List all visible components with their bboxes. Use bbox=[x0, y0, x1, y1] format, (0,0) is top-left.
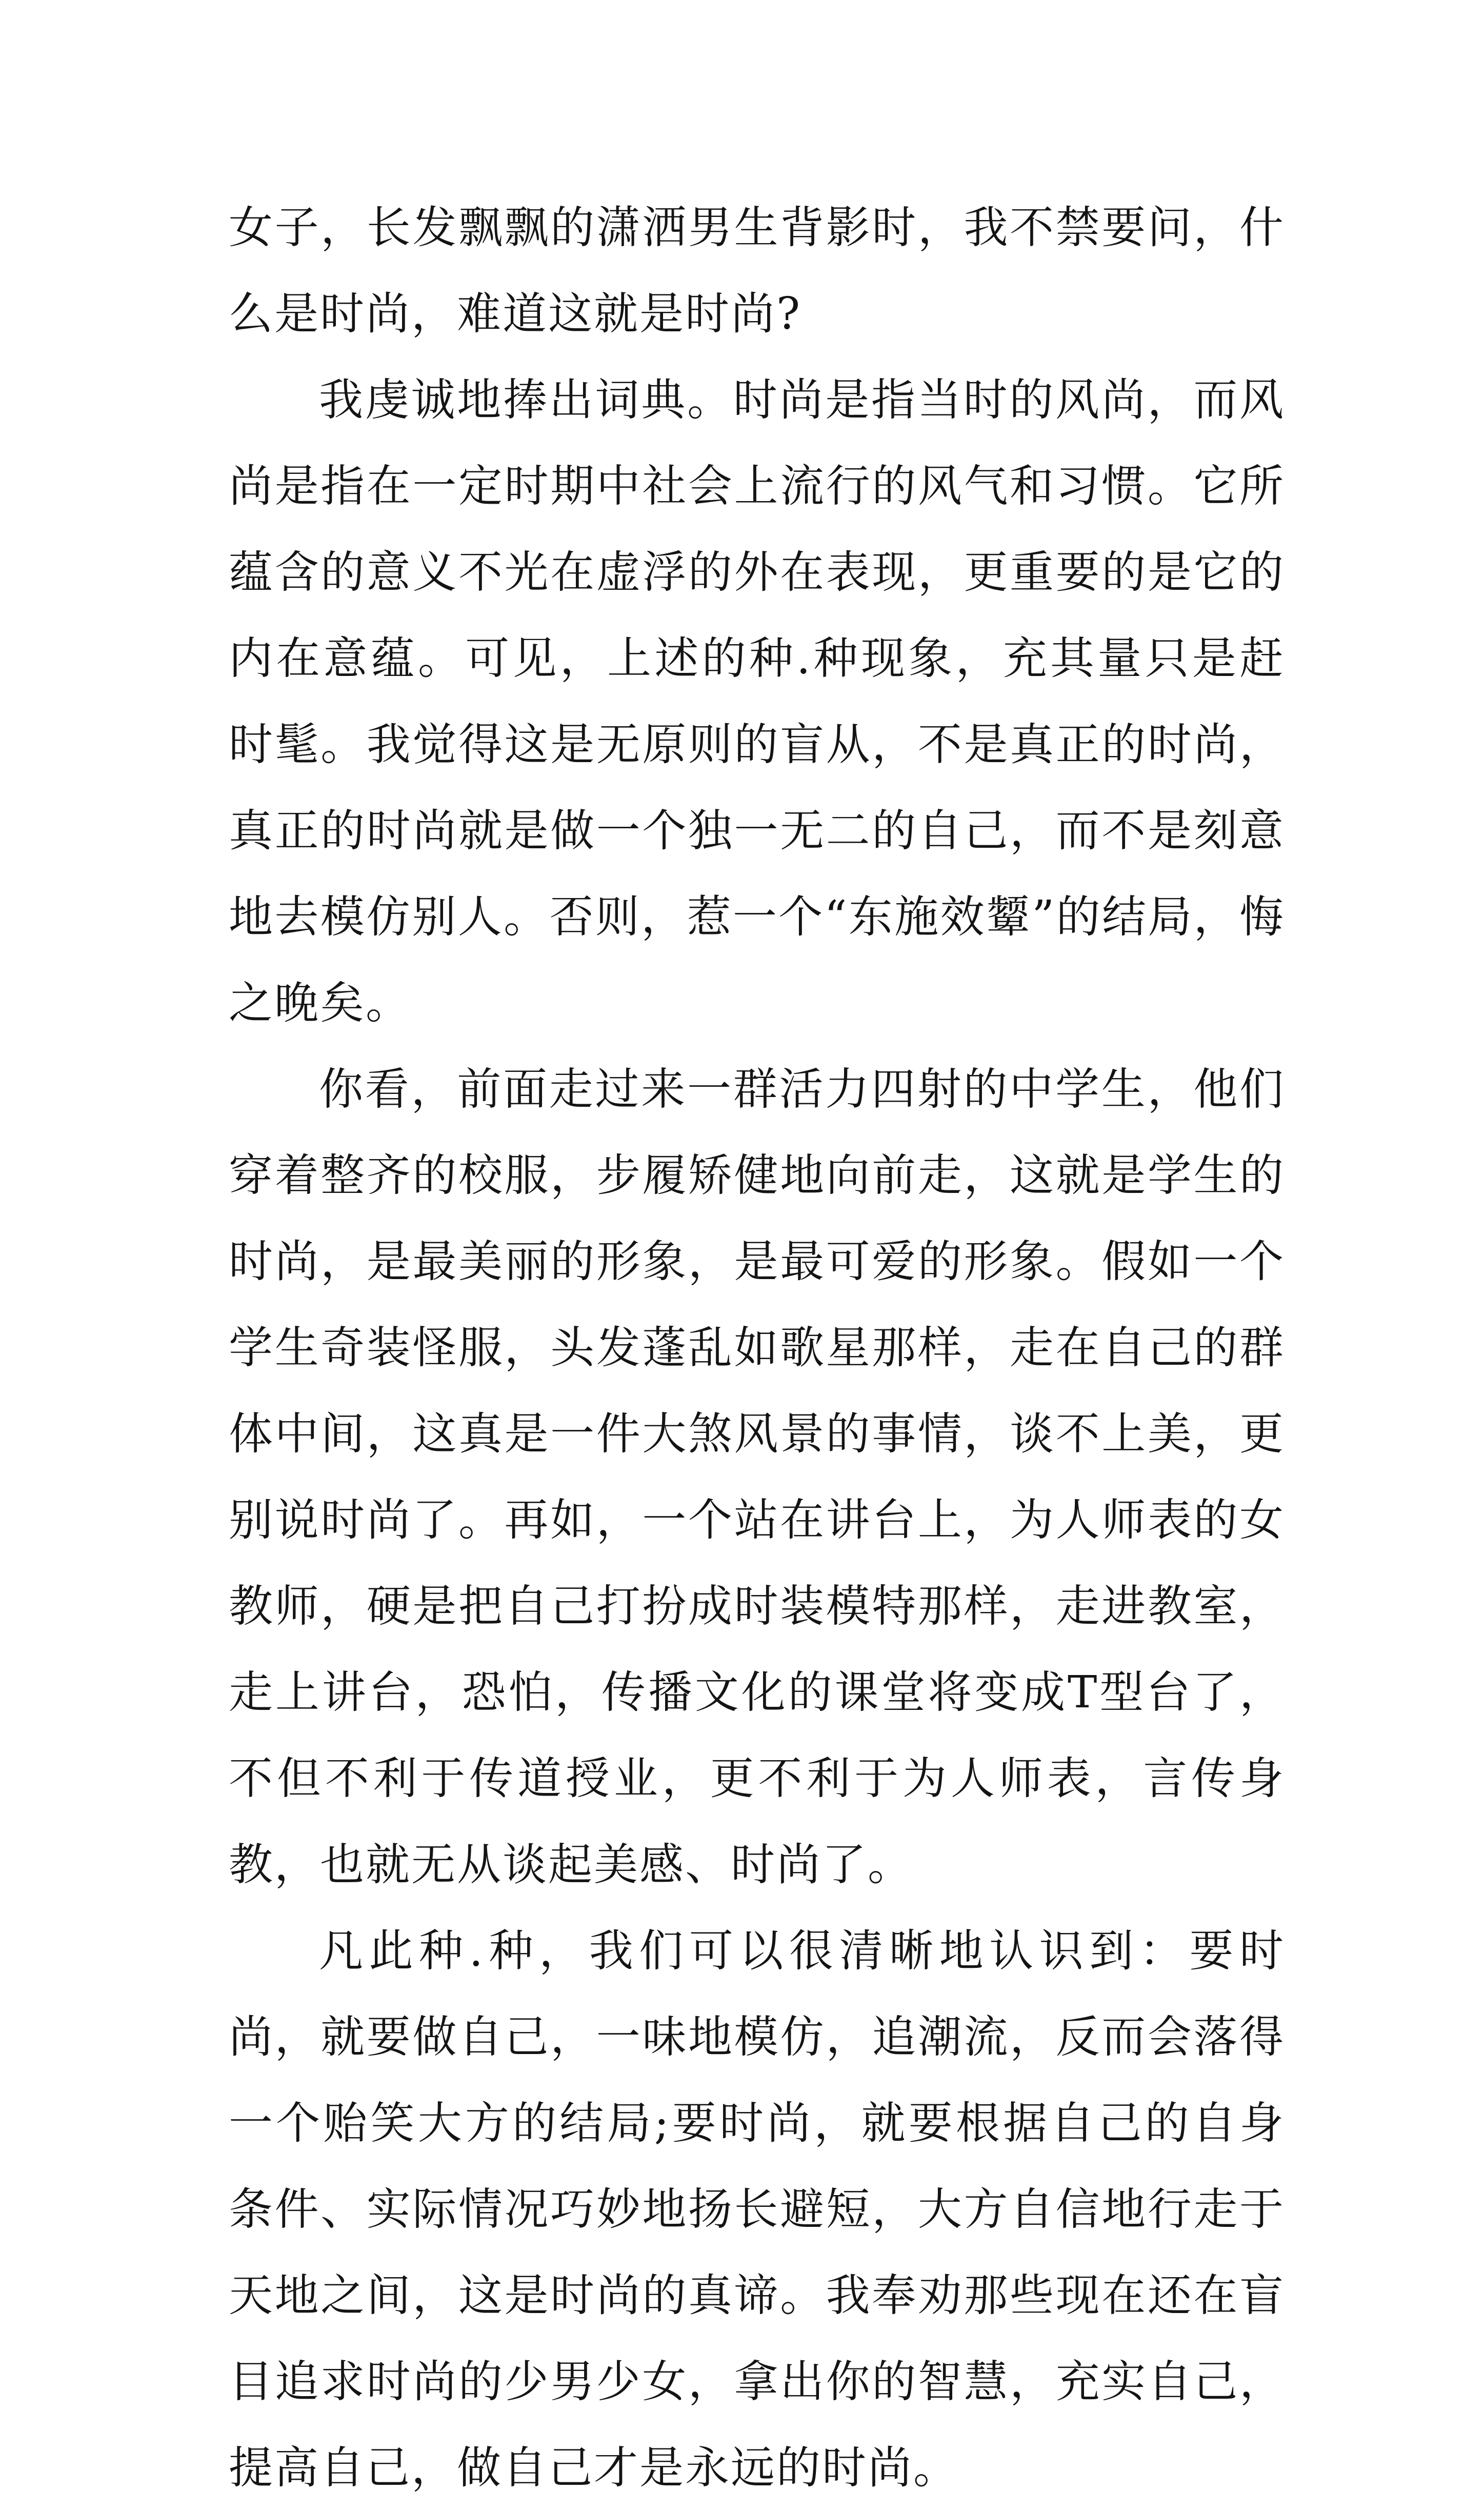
body-text bbox=[229, 185, 1285, 2511]
paragraph-1: 女子，长发飘飘的潇洒男生背影时，我不禁要问，什么是时尚，难道这就是时尚? bbox=[229, 202, 1285, 340]
paragraph-2: 我虔诚地捧出词典。时尚是指当时的风尚，而风尚是指在一定时期中社会上流行的风气和习惯。它所蕴含的意义不光在虚浮的外在表现，更重要的是它的内在意蕴。可见，上述的种.种现象，充其量只是赶时髦。我觉得这是无原则的盲从，不是真正的时尚，真正的时尚就是做一个独一无二的自己，而不是刻意地去模仿别人。否则，惹一个“东施效颦”的结局，悔之晚矣。 bbox=[229, 374, 1285, 1029]
paragraph-4: 凡此种.种，我们可以很清晰地认识到：要时尚，就要做自己，一味地模仿，追潮流，反而会落得一个贻笑大方的结局;要时尚，就要根据自己的自身条件、实际情况巧妙地扬长避短，大方自信地行走于天地之间，这是时尚的真谛。我奉劝那些现在还在盲目追求时尚的少男少女，拿出你的智慧，充实自己，提高自己，做自己才是永远的时尚。 bbox=[229, 1925, 1285, 2494]
paragraph-3: 你看，前面走过来一群活力四射的中学生，他们穿着整齐的校服，步履矫健地向前走，这就是学生的时尚，是最美丽的形象，是最可爱的形象。假如一个学生奇装怪服，头发蓬乱如歌星那样，走在自己的群体中间，这真是一件大煞风景的事情，谈不上美，更别说时尚了。再如，一个站在讲台上，为人师表的女教师，硬是把自己打扮成时装模特那样，走进教室，走上讲台，恐怕，传播文化的课堂将变成T型台了，不但不利于传道授业，更不利于为人师表，言传身教，也就无从谈起美感、时尚了。 bbox=[229, 1064, 1285, 1890]
